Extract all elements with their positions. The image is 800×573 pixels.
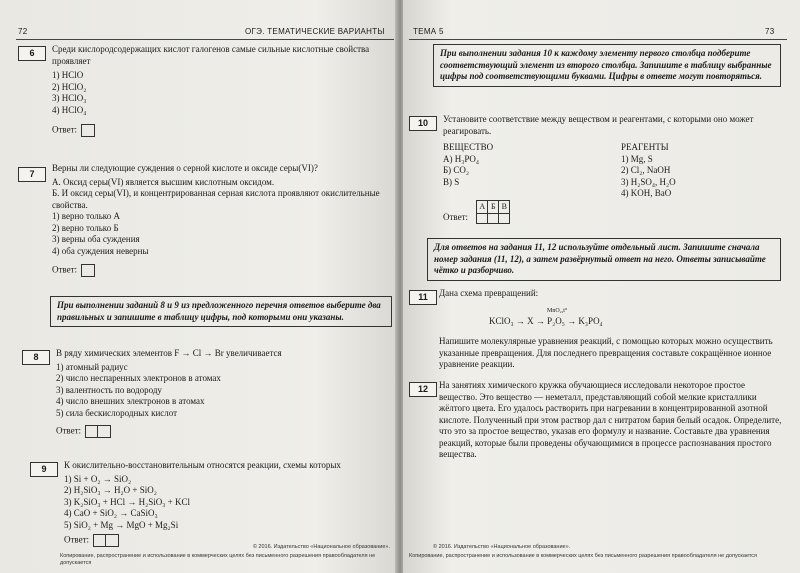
substance: Б) CO₂ <box>443 165 470 175</box>
footer-copyright: © 2016. Издательство «Национальное образование». <box>433 544 571 550</box>
question-task: Напишите молекулярные уравнения реакций, с помощью которых можно осуществить указанные превращения. Для последнего превращения составьте сокращённое ионное уравнение реакции. <box>439 336 773 369</box>
column-header: ВЕЩЕСТВО <box>443 142 494 152</box>
answer-box[interactable] <box>93 534 119 547</box>
footer-copyright: © 2016. Издательство «Национальное образование». <box>252 544 390 550</box>
question-text: Дана схема превращений: <box>439 288 539 298</box>
answer-table-header: В <box>499 201 510 214</box>
option: 3) K₂SiO₃ + HCl → H₂SiO₃ + KCl <box>64 496 190 507</box>
header-rule <box>16 39 394 40</box>
question-number: 11 <box>409 290 437 305</box>
question-text: Установите соответствие между веществом и реагентами, с которыми оно может реагировать. <box>443 114 754 136</box>
reagent: 3) H₂SO₄, H₂O <box>621 176 676 187</box>
answer-table-header: Б <box>488 201 499 214</box>
question-text: В ряду химических элементов F → Cl → Br увеличивается <box>56 348 282 358</box>
reagent: 2) Cl₂, NaOH <box>621 165 671 175</box>
question-number: 6 <box>18 46 46 61</box>
reagent: 4) KOH, BaO <box>621 188 672 198</box>
option: 3) верны оба суждения <box>52 234 140 244</box>
footer-notice: Копирование, распространение и использование в коммерческих целях без письменного разрешения правообладателя не допускается <box>60 553 376 566</box>
option: 4) число внешних электронов в атомах <box>56 396 205 406</box>
reagent: 1) Mg, S <box>621 153 653 164</box>
substance: В) S <box>443 176 460 187</box>
option: 2) H₂SiO₃ → H₂O + SiO₂ <box>64 485 157 495</box>
instruction-box: При выполнении задания 10 к каждому элементу первого столбца подберите соответствующий элемент из второго столбца. Запишите в таблицу выбранные цифры под соответствующими буквами. Цифры в ответе могут повторяться. <box>433 44 781 87</box>
question-text: Среди кислородсодержащих кислот галогенов самые сильные кислотные свойства проявляет <box>52 44 370 66</box>
statement: Б. И оксид серы(VI), и концентрированная серная кислота проявляют окислительные свойства. <box>52 188 380 210</box>
page-number: 73 <box>765 27 775 36</box>
answer-label: Ответ: <box>52 124 78 135</box>
answer-box[interactable] <box>81 124 95 137</box>
question-text: К окислительно-восстановительным относятся реакции, схемы которых <box>64 460 341 470</box>
question-7 <box>52 163 392 277</box>
footer-notice: Копирование, распространение и использование в коммерческих целях без письменного разрешения правообладателя не допускается <box>409 553 758 559</box>
question-8 <box>56 348 392 438</box>
instruction-box: При выполнении заданий 8 и 9 из предложенного перечня ответов выберите два правильных и запишите в таблицу цифры, под которыми они указаны. <box>50 296 392 327</box>
option: 4) CaO + SiO₂ → CaSiO₃ <box>64 508 158 518</box>
right-page <box>403 0 800 573</box>
running-head: ТЕМА 5 <box>413 27 444 36</box>
question-9 <box>64 460 392 547</box>
question-11 <box>439 288 785 300</box>
answer-box[interactable] <box>81 264 95 277</box>
question-number: 10 <box>409 116 437 131</box>
arrow-label: MnO₂,t° <box>547 308 568 314</box>
page-number: 72 <box>18 27 28 36</box>
option: 4) оба суждения неверны <box>52 245 149 256</box>
question-text: Верны ли следующие суждения о серной кислоте и оксиде серы(VI)? <box>52 163 318 173</box>
option: 1) атомный радиус <box>56 361 128 372</box>
column-header: РЕАГЕНТЫ <box>621 142 669 152</box>
question-number: 7 <box>18 167 46 182</box>
substance: А) H₃PO₄ <box>443 153 480 164</box>
answer-label: Ответ: <box>56 425 82 436</box>
q10-answer <box>443 200 593 224</box>
statement: А. Оксид серы(VI) является высшим кислотным оксидом. <box>52 176 275 187</box>
answer-label: Ответ: <box>52 264 78 275</box>
option: 4) HClO₄ <box>52 104 87 115</box>
option: 2) верно только Б <box>52 222 119 233</box>
header-rule <box>409 39 787 40</box>
question-number: 8 <box>22 350 50 365</box>
answer-cell[interactable] <box>477 213 488 223</box>
question-10 <box>443 114 785 137</box>
option: 2) число неспаренных электронов в атомах <box>56 373 221 383</box>
reaction-scheme: KClO₃ → X → P₂O₅ → K₃PO₄ <box>489 316 603 326</box>
option: 1) верно только А <box>52 211 120 221</box>
option: 1) Si + O₂ → SiO₂ <box>64 473 132 484</box>
option: 2) HClO₂ <box>52 81 87 92</box>
option: 5) сила бескислородных кислот <box>56 407 178 418</box>
answer-label: Ответ: <box>443 212 469 222</box>
question-number: 12 <box>409 382 437 397</box>
question-12: На занятиях химического кружка обучающиеся исследовали некоторое простое вещество. Это вещество — неметалл, представляющий собой мелкие кристаллики жёлтого цвета. Его удалось растворить при нагревании в концентрированной азотной кислоте. Полученный при этом раствор дал с нитратом бария белый осадок. Определите, что это за простое вещество, указав его формулу и название. Составьте два уравнения реакций, которые были проведены обучающимися в процессе распознавания простого вещества. <box>439 380 782 459</box>
running-head: ОГЭ. ТЕМАТИЧЕСКИЕ ВАРИАНТЫ <box>245 27 385 36</box>
answer-box[interactable] <box>85 425 111 438</box>
reagents-column <box>621 142 781 200</box>
option: 3) валентность по водороду <box>56 384 162 395</box>
question-6 <box>52 44 392 137</box>
answer-table <box>476 200 510 224</box>
answer-cell[interactable] <box>499 213 510 223</box>
option: 1) HClO <box>52 70 84 80</box>
option: 5) SiO₂ + Mg → MgO + Mg₂Si <box>64 519 179 530</box>
answer-label: Ответ: <box>64 534 90 545</box>
substance-column <box>443 142 593 188</box>
answer-cell[interactable] <box>488 213 499 223</box>
question-number: 9 <box>30 462 58 477</box>
option: 3) HClO₃ <box>52 93 87 103</box>
left-page <box>0 0 397 573</box>
answer-table-header: А <box>477 201 488 214</box>
instruction-box: Для ответов на задания 11, 12 используйте отдельный лист. Запишите сначала номер задания (11, 12), а затем развёрнутый ответ на него. Ответы записывайте чётко и разборчиво. <box>427 238 781 281</box>
